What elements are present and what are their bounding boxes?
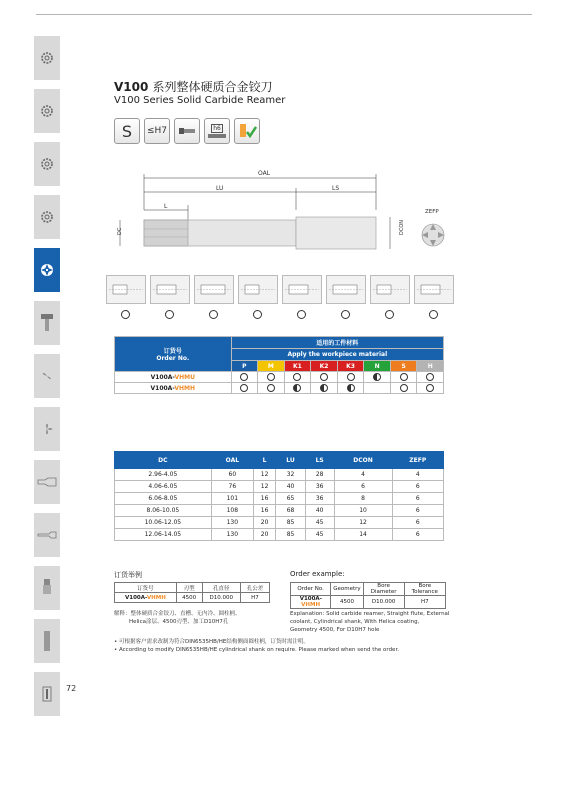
tool-holder-icon (42, 686, 52, 702)
circle-icon (347, 373, 355, 381)
dim-header: LS (305, 452, 334, 469)
footnote-en: • According to modify DIN6535HB/HE cylindrical shank on require. Please marked when send the order. (114, 647, 399, 653)
dim-cell: 8.06-10.05 (115, 505, 212, 517)
hole-diagram-icon (150, 275, 190, 304)
dim-cell: 4 (334, 469, 392, 481)
footnote-cn: • 可根据客户需求改制为符合DIN6535HB/HE结构侧面圆柱柄，订货时需注明。 (114, 639, 309, 645)
page-number: 72 (66, 684, 77, 693)
order-header-en: Order No. (156, 355, 190, 362)
example-en-title: Order example: (290, 570, 345, 578)
sidebar-item-8[interactable] (34, 460, 60, 504)
suitability-cell (284, 383, 311, 394)
material-N: N (364, 361, 391, 372)
sidebar-item-3[interactable] (34, 195, 60, 239)
suitability-cell (417, 383, 444, 394)
half-circle-icon (373, 373, 381, 381)
dcon-label: DCON (399, 219, 405, 235)
order-suffix: VHMU (174, 373, 195, 381)
dim-cell: 12 (253, 481, 275, 493)
boring-bar-icon (37, 530, 57, 540)
example-header: Geometry (331, 583, 363, 596)
hole-select-circle (165, 310, 174, 319)
sidebar-item-0[interactable] (34, 36, 60, 80)
circle-icon (400, 384, 408, 392)
order-header-cn: 订货号 (163, 348, 182, 355)
example-en-table (290, 582, 446, 609)
apply-header-en: Apply the workpiece material (231, 349, 443, 361)
dim-cell: 6 (334, 481, 392, 493)
example-cn-order-base: V100A- (125, 594, 147, 601)
dim-cell: 12 (334, 517, 392, 529)
example-cn-explanation (114, 610, 241, 626)
circle-icon (426, 373, 434, 381)
dim-header: LU (276, 452, 306, 469)
example-en-bore: D10.000 (363, 596, 404, 609)
suitability-cell (337, 383, 364, 394)
example-cn-order (115, 593, 177, 603)
example-en-tol: H7 (404, 596, 445, 609)
material-H: H (417, 361, 444, 372)
example-en-order (291, 596, 331, 609)
dim-cell: 6 (392, 481, 443, 493)
dimension-table (114, 451, 444, 541)
dim-cell: 45 (305, 529, 334, 541)
dim-header: OAL (211, 452, 253, 469)
dim-header: DCON (334, 452, 392, 469)
sidebar-item-4[interactable] (34, 248, 60, 292)
order-base: V100A- (150, 373, 175, 381)
example-header: 订货号 (115, 583, 177, 593)
example-cn-title: 订货举例 (114, 571, 142, 579)
hole-select-circle (341, 310, 350, 319)
dim-cell: 8 (334, 493, 392, 505)
sidebar-item-10[interactable] (34, 566, 60, 610)
gear-icon (40, 104, 54, 118)
example-en-explanation-3: Geometry 4500, For D10H7 hole (290, 627, 380, 633)
half-circle-icon (347, 384, 355, 392)
dim-cell: 6 (392, 529, 443, 541)
example-cn-geometry: 4500 (176, 593, 202, 603)
order-suffix: VHMH (174, 384, 196, 392)
gear-icon (40, 210, 54, 224)
dim-cell: 68 (276, 505, 306, 517)
suitability-cell (390, 383, 417, 394)
hole-select-circle (297, 310, 306, 319)
suitability-cell (311, 372, 338, 383)
table-row (115, 469, 444, 481)
example-header: 孔直径 (202, 583, 240, 593)
hole-diagram-icon (282, 275, 322, 304)
dim-cell: 32 (276, 469, 306, 481)
order-number (115, 383, 232, 394)
hole-select-circle (429, 310, 438, 319)
hole-diagram-icon (194, 275, 234, 304)
sidebar-item-1[interactable] (34, 89, 60, 133)
table-row (115, 505, 444, 517)
sidebar-item-2[interactable] (34, 142, 60, 186)
dim-header: ZEFP (392, 452, 443, 469)
reamer-end-icon (39, 262, 55, 278)
hole-type-1 (150, 275, 188, 319)
dim-cell: 76 (211, 481, 253, 493)
dim-cell: 6 (392, 517, 443, 529)
workpiece-table (114, 336, 444, 394)
sidebar-item-9[interactable] (34, 513, 60, 557)
dim-cell: 20 (253, 517, 275, 529)
dim-cell: 12.06-14.05 (115, 529, 212, 541)
ls-label: LS (332, 185, 340, 192)
propeller-icon (39, 368, 55, 384)
dim-cell: 2.96-4.05 (115, 469, 212, 481)
hole-type-icons (106, 275, 452, 319)
dim-cell: 60 (211, 469, 253, 481)
hole-type-0 (106, 275, 144, 319)
hole-select-circle (209, 310, 218, 319)
example-header: Bore Diameter (363, 583, 404, 596)
suitability-cell (258, 383, 285, 394)
dim-cell: 36 (305, 481, 334, 493)
hole-type-4 (282, 275, 320, 319)
suitability-cell (390, 372, 417, 383)
apply-header-cn: 适用的工件材料 (231, 337, 443, 349)
table-row (115, 372, 444, 383)
circle-icon (267, 384, 275, 392)
dim-cell: 130 (211, 529, 253, 541)
solid-carbide-icon: S (114, 118, 140, 144)
dim-cell: 40 (276, 481, 306, 493)
coolant-icon (234, 118, 260, 144)
straight-shank-icon (174, 118, 200, 144)
example-cn-table (114, 582, 270, 603)
dim-cell: 16 (253, 505, 275, 517)
suitability-cell (258, 372, 285, 383)
hole-select-circle (385, 310, 394, 319)
hole-diagram-icon (238, 275, 278, 304)
top-rule (36, 14, 532, 15)
collet-icon (41, 578, 53, 598)
example-cn-bore: D10.000 (202, 593, 240, 603)
circle-icon (426, 384, 434, 392)
drill-tool-icon (40, 313, 54, 333)
sidebar-item-12[interactable] (34, 672, 60, 716)
l-label: L (164, 203, 168, 210)
example-en-explanation-2: coolant, Cylindrical shank, With Helica coating, (290, 619, 420, 625)
zefp-label: ZEFP (425, 209, 439, 215)
dim-cell: 10 (334, 505, 392, 517)
example-en-explanation-1: Explanation: Solid carbide reamer, Straight flute, External (290, 611, 450, 617)
dim-cell: 12 (253, 469, 275, 481)
order-base: V100A- (150, 384, 175, 392)
material-K3: K3 (337, 361, 364, 372)
series-code: V100 (114, 80, 149, 94)
half-circle-icon (293, 384, 301, 392)
circle-icon (320, 373, 328, 381)
circle-icon (240, 373, 248, 381)
material-K1: K1 (284, 361, 311, 372)
end-mill-icon (37, 477, 57, 487)
suitability-cell (364, 383, 391, 394)
example-en-order-base: V100A- (299, 596, 322, 602)
title-english: V100 Series Solid Carbide Reamer (114, 95, 286, 106)
h6-label: h6 (213, 124, 221, 132)
order-header (115, 337, 232, 372)
dim-header: L (253, 452, 275, 469)
suitability-cell (284, 372, 311, 383)
dim-cell: 6.06-8.05 (115, 493, 212, 505)
material-K2: K2 (311, 361, 338, 372)
suitability-cell (231, 372, 258, 383)
table-row (115, 481, 444, 493)
dim-cell: 14 (334, 529, 392, 541)
circle-icon (400, 373, 408, 381)
dc-label: DC (117, 227, 123, 235)
hole-select-circle (121, 310, 130, 319)
dim-cell: 20 (253, 529, 275, 541)
dim-header: DC (115, 452, 212, 469)
gear-icon (40, 157, 54, 171)
hole-type-7 (414, 275, 452, 319)
hole-type-2 (194, 275, 232, 319)
dim-cell: 36 (305, 493, 334, 505)
hole-diagram-icon (414, 275, 454, 304)
dim-cell: 6 (392, 505, 443, 517)
feature-badges (114, 118, 260, 144)
dim-cell: 101 (211, 493, 253, 505)
example-header: Bore Tolerance (404, 583, 445, 596)
tolerance-icon: ≤H7 (144, 118, 170, 144)
oal-label: OAL (258, 170, 271, 177)
h6-shank-icon (204, 118, 230, 144)
hole-select-circle (253, 310, 262, 319)
order-number (115, 372, 232, 383)
table-row (115, 493, 444, 505)
suitability-cell (364, 372, 391, 383)
example-header: 孔公差 (240, 583, 269, 593)
end-view-icon (422, 224, 444, 246)
dim-cell: 40 (305, 505, 334, 517)
footnotes (114, 638, 399, 654)
table-row (115, 529, 444, 541)
example-en-order-suffix: VHMH (301, 602, 321, 608)
circle-icon (240, 384, 248, 392)
table-row (115, 517, 444, 529)
example-cn-explanation-1: 解释：整体硬质合金铰刀、直槽、无内冷、圆柱柄、 (114, 611, 241, 617)
gear-icon (40, 51, 54, 65)
spiral-icon (39, 421, 55, 437)
circle-icon (293, 373, 301, 381)
suitability-cell (337, 372, 364, 383)
title-cn-text: 系列整体硬质合金铰刀 (152, 80, 273, 94)
example-en-geometry: 4500 (331, 596, 363, 609)
dim-cell: 10.06-12.05 (115, 517, 212, 529)
table-row (115, 383, 444, 394)
dim-cell: 65 (276, 493, 306, 505)
dim-cell: 4.06-6.05 (115, 481, 212, 493)
hole-type-5 (326, 275, 364, 319)
sidebar-item-5[interactable] (34, 301, 60, 345)
example-en-explanation (290, 610, 449, 634)
category-sidebar (34, 36, 60, 725)
suitability-cell (231, 383, 258, 394)
shank-icon (42, 630, 52, 652)
circle-icon (267, 373, 275, 381)
material-M: M (258, 361, 285, 372)
suitability-cell (417, 372, 444, 383)
example-header: Order No. (291, 583, 331, 596)
hole-diagram-icon (326, 275, 366, 304)
title-chinese (114, 78, 273, 95)
material-P: P (231, 361, 258, 372)
sidebar-item-7[interactable] (34, 407, 60, 451)
reamer-drawing (100, 165, 460, 260)
hole-type-6 (370, 275, 408, 319)
dim-cell: 45 (305, 517, 334, 529)
dim-cell: 85 (276, 517, 306, 529)
dim-cell: 85 (276, 529, 306, 541)
example-header: 刃型 (176, 583, 202, 593)
dim-cell: 28 (305, 469, 334, 481)
dim-cell: 4 (392, 469, 443, 481)
hole-diagram-icon (106, 275, 146, 304)
sidebar-item-11[interactable] (34, 619, 60, 663)
dim-cell: 16 (253, 493, 275, 505)
sidebar-item-6[interactable] (34, 354, 60, 398)
hole-diagram-icon (370, 275, 410, 304)
suitability-cell (311, 383, 338, 394)
material-S: S (390, 361, 417, 372)
half-circle-icon (320, 384, 328, 392)
example-cn-explanation-2: Helica涂层、4500刃型、加工D10H7孔 (129, 619, 229, 625)
dim-cell: 108 (211, 505, 253, 517)
lu-label: LU (216, 185, 224, 192)
hole-type-3 (238, 275, 276, 319)
dim-cell: 130 (211, 517, 253, 529)
example-cn-order-suffix: VHMH (146, 594, 166, 601)
dim-cell: 6 (392, 493, 443, 505)
example-cn-tol: H7 (240, 593, 269, 603)
